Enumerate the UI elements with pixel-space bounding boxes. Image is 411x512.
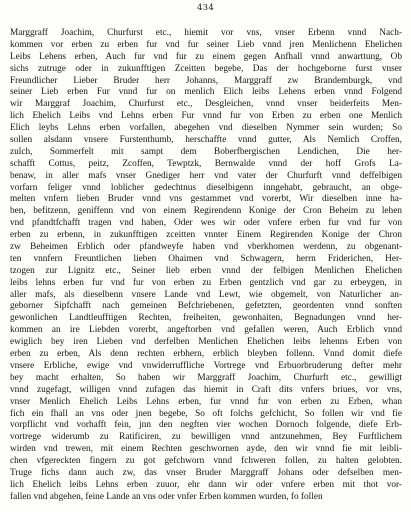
text-line: fich ein fhall an vns oder jnen begebe, So oft folchs gefchicht, So follen wir vnd fie (10, 408, 402, 419)
text-line: melten vnfern lieben Bruder vnnd vns gestammet vnd vorerbt, Wir dieselben inne ha- (10, 194, 402, 205)
text-line: Leibs Lehens erben, Auch fur vnd fur zu einem gegen Anfhall vnnd anwarttung, Ob (10, 51, 402, 62)
text-line: vnsere Erbliche, ewige vnd vnwiderruffliche Vortrege vnd Erbuorbruderung defter mehr (10, 360, 402, 371)
text-line: seiner Lieb erben Fur vnnd fur on menlich Elich leibs Lehens erben vnnd Folgend (10, 87, 402, 98)
text-line: fallen vnd abgehen, feine Lande an vns oder vnfer Erben kommen wurden, fo follen (10, 491, 323, 502)
text-line: vortrege widerumb zu Ratificiren, zu bewilligen vnnd antzunehmen, Bey Furftlichem (10, 432, 402, 443)
text-line: vnd pfandtfchafft tragen vnd haben, Oder wes wir oder vnfere erben fur vnd fur von (10, 218, 402, 229)
text-line: schafft Cottus, peitz, Zcoffen, Tewptzk, Bernwalde vnnd der hoff Grofs La- (10, 158, 402, 169)
text-line: sichs zutruge oder in zukunfftigen Zceitten begebe, Das der hochgeborne furst vnser (10, 63, 402, 74)
text-line: vnser Menlich Ehelich Leibs Lehns erben, fur vnnd fur von erben zu Erben, whan (10, 396, 402, 407)
text-line: erben zu erbenn, in zukunfftigen zceitten vnnter Einem Regirenden Konige der Chron (10, 230, 402, 241)
text-line: tzogen zur Lignitz etc., Seiner lieb erben vnnd der felbigen Menlichen Ehelichen (10, 265, 402, 276)
text-line: lich Ehelich Leibs vnd Lehns erben Fur vnnd fur von Erben zu erben one Menlich (10, 111, 402, 122)
text-line: geborner Sipfchafft nach gemeinen Befchriebenen, gefetzten, geordenten vnnd sonften (10, 301, 402, 312)
text-line: wirden vnd trewen, mit einem Rechten geschwornen ayde, den wir vnnd fie mit leibli- (10, 444, 402, 455)
text-line: Truge fichs dann auch zw, das vnser Bruder Marggraff Johans oder defselben men- (10, 467, 402, 478)
text-line: erben zu erben, Als denn rechten erbhern, erblich bleyben follenn. Vnnd domit diefe (10, 349, 402, 360)
text-line: leibs lehns erben fur vnd fur von erben zu Erben gentzlich vnd gar zu erbeygen, in (10, 277, 402, 288)
text-line: ben, befitzenn, geniffenn vnd von einem Regirendenn Konige der Cron Beheim zu lehen (10, 206, 402, 217)
text-line: benaw, in aller mafs vnser Gnediger herr vnd vater der Churfurft vnnd deffelbigen (10, 170, 402, 181)
text-line: Elich leybs Lehns erben vorfallen, abegehen vnd dieselben Nymmer sein wurden; So (10, 123, 402, 134)
text-line: bey macht erhalten, So haben wir Marggraff Joachim, Churfurft etc., gewilligt (10, 372, 402, 383)
text-line: kommen vor erben zu erben fur vnd fur seiner Lieb vnnd jren Menlichenn Ehelichen (10, 39, 402, 50)
text-line: sollen alsdann vnsere Furstenthumb, herschaffte vnnd gutter, Als Nemlich Croffen, (10, 135, 402, 146)
text-line: lich Ehelich leibs Lehns erben zuuor, ehr dann wir oder vnfere erben mit thot vor- (10, 479, 402, 490)
text-line: vorfarn feliger vnnd loblicher gedechtnus dieselbigenn inngehabt, gebraucht, an obge- (10, 182, 402, 193)
text-line: aller mafs, als dieselbenn vnsere Lande vnd Lewt, wie obgemelt, von Naturlicher an- (10, 289, 402, 300)
page-number: 434 (196, 3, 215, 13)
text-line: ten vnnfern Freuntlichen lieben Ohaimen vnd Schwagern, herrn Friderichen, Her- (10, 253, 402, 264)
text-line: gewonlichen Landtleufftigen Rechten, freiheiten, gewonhaiten, Begnadungen vnnd her- (10, 313, 402, 324)
text-line: wir Marggraf Joachim, Churfurst etc., Desgleichen, vnnd vnser beiderfeits Men- (10, 99, 402, 110)
text-line: vnnd zugefagt, willigen vnnd zufagen das hiemit in Craft dits vnfers briues, vor vns, (10, 384, 402, 395)
text-line: zulch, Sommerfelt mit sampt dem Boberfbergischen Lendichen, Die her- (10, 146, 402, 157)
body-text (10, 28, 402, 504)
text-line: ewiglich bey iren Lieben vnd derfelben Menlichen Ehelichen leibs lehenns Erben von (10, 337, 402, 348)
text-line: zw Beheimen Erblich oder pfandweyfe haben vnd vberkhomen werdenn, zu obgenant- (10, 242, 402, 253)
text-line: vorpflicht vnd vorhafft fein, jnn den negften vier wochen Dornoch folgende, diefe Erb- (10, 420, 402, 431)
text-line: kommen an ire Liebden vorerbt, angeftorben vnd gefallen weren, Auch Erblich vnnd (10, 325, 402, 336)
text-line: chen vfgereckten fingern zu got gefchworn vnnd fchweren follen, zu halten gelobten. (10, 456, 402, 467)
text-line: Marggraff Joachim, Churfurst etc., hiemit vor vns, vnser Erbenn vnnd Nach- (10, 28, 402, 38)
text-line: Freundlicher Lieber Bruder herr Johanns, Marggraff zw Brandemburgk, vnd (10, 75, 402, 86)
